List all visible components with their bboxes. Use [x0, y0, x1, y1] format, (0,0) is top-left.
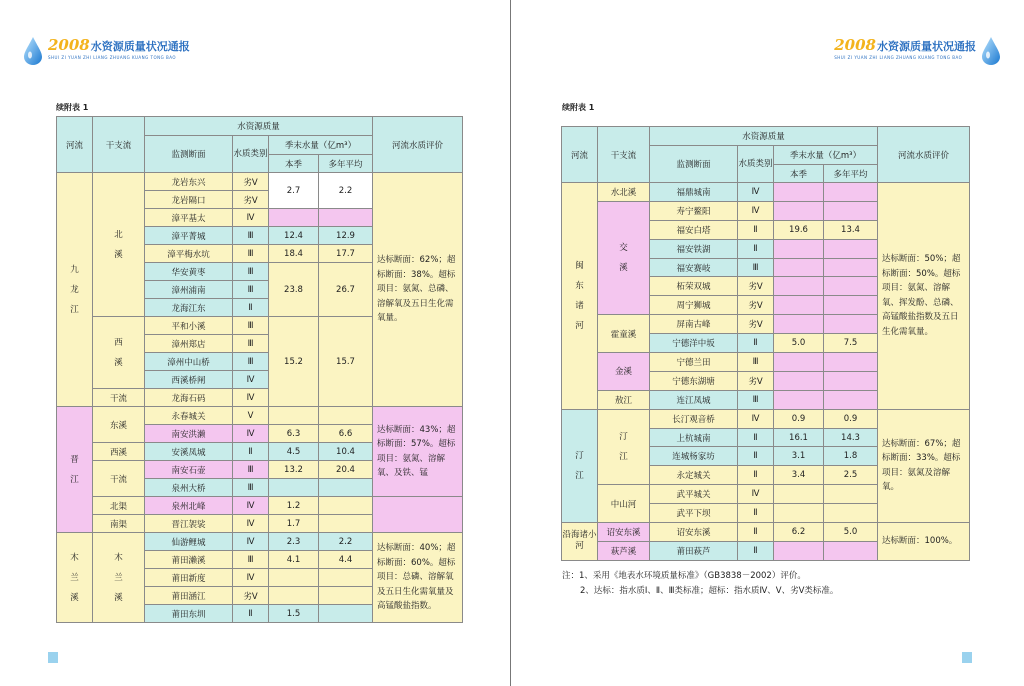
- section-name: 福安铁湖: [650, 239, 738, 258]
- section-name: 莆田濑溪: [145, 551, 233, 569]
- class-value: Ⅱ: [738, 334, 774, 353]
- flow-avg: 15.7: [319, 317, 373, 407]
- flow-avg: [319, 479, 373, 497]
- tributary-name: 萩芦溪: [598, 541, 650, 560]
- tributary-name: 金溪: [598, 353, 650, 391]
- header-class: 水质类别: [738, 146, 774, 183]
- flow-avg: [824, 504, 878, 523]
- report-title: 水资源质量状况通报: [90, 40, 190, 53]
- report-year: 2008: [834, 36, 876, 54]
- river-name: 晋 江: [57, 407, 93, 533]
- header-water-resource-quality: 水资源质量: [145, 117, 373, 136]
- flow-avg: 13.4: [824, 220, 878, 239]
- section-name: 莆田涵江: [145, 587, 233, 605]
- flow-avg: 0.9: [824, 409, 878, 428]
- flow-season: 18.4: [269, 245, 319, 263]
- header-class: 水质类别: [233, 136, 269, 173]
- flow-avg: [319, 515, 373, 533]
- flow-avg: [319, 587, 373, 605]
- header-tributary: 干支流: [598, 127, 650, 183]
- river-name: 九 龙 江: [57, 173, 93, 407]
- flow-season: [269, 209, 319, 227]
- tributary-name: 东溪: [93, 407, 145, 443]
- section-name: 西溪桥闸: [145, 371, 233, 389]
- class-value: Ⅱ: [738, 447, 774, 466]
- note-line: 注：1、采用《地表水环境质量标准》（GB3838－2002）评价。: [562, 571, 806, 581]
- page-number-tab: [48, 652, 58, 663]
- header-avg: 多年平均: [824, 165, 878, 183]
- flow-avg: 2.5: [824, 466, 878, 485]
- tributary-name: 西 溪: [93, 317, 145, 389]
- section-name: 武平下坝: [650, 504, 738, 523]
- water-quality-table: [561, 126, 970, 561]
- class-value: Ⅲ: [233, 263, 269, 281]
- flow-season: [774, 277, 824, 296]
- flow-season: [774, 353, 824, 372]
- class-value: Ⅲ: [233, 479, 269, 497]
- flow-season: 4.1: [269, 551, 319, 569]
- header-section: 监测断面: [145, 136, 233, 173]
- class-value: Ⅲ: [233, 353, 269, 371]
- flow-season: [774, 258, 824, 277]
- tributary-name: 木 兰 溪: [93, 533, 145, 623]
- flow-season: 3.4: [774, 466, 824, 485]
- flow-avg: [824, 277, 878, 296]
- tributary-name: 干流: [93, 389, 145, 407]
- class-value: Ⅳ: [233, 497, 269, 515]
- class-value: Ⅳ: [738, 183, 774, 202]
- water-quality-table: [56, 116, 463, 623]
- flow-avg: [319, 569, 373, 587]
- river-name: 闽 东 诸 河: [562, 183, 598, 410]
- flow-season: 4.5: [269, 443, 319, 461]
- class-value: Ⅳ: [233, 515, 269, 533]
- flow-avg: [824, 315, 878, 334]
- flow-season: 5.0: [774, 334, 824, 353]
- table-label: 续附表 1: [562, 103, 595, 112]
- evaluation-text: 达标断面：62%；超标断面：38%。超标项目：氨氮、总磷、溶解氧及五日生化需氧量。: [373, 173, 463, 407]
- flow-avg: 2.2: [319, 533, 373, 551]
- river-name: 沿海诸小河: [562, 523, 598, 561]
- section-name: 连江凤城: [650, 390, 738, 409]
- header-section: 监测断面: [650, 146, 738, 183]
- flow-season: 6.3: [269, 425, 319, 443]
- section-name: 宁德洋中坂: [650, 334, 738, 353]
- flow-avg: [824, 183, 878, 202]
- flow-avg: 10.4: [319, 443, 373, 461]
- table-notes: [562, 569, 838, 599]
- flow-season: [774, 315, 824, 334]
- flow-avg: 5.0: [824, 523, 878, 542]
- class-value: Ⅱ: [738, 504, 774, 523]
- section-name: 诏安东溪: [650, 523, 738, 542]
- water-drop-icon: [22, 36, 44, 66]
- section-name: 莆田东圳: [145, 605, 233, 623]
- report-logo: [830, 36, 1002, 66]
- class-value: 劣Ⅴ: [738, 315, 774, 334]
- report-subtitle: SHUI ZI YUAN ZHI LIANG ZHUANG KUANG TONG BAO: [48, 55, 177, 60]
- section-name: 漳州浦南: [145, 281, 233, 299]
- class-value: Ⅳ: [738, 201, 774, 220]
- section-name: 漳平梅水坑: [145, 245, 233, 263]
- flow-season: 1.7: [269, 515, 319, 533]
- tributary-name: 诏安东溪: [598, 523, 650, 542]
- flow-avg: [319, 497, 373, 515]
- flow-season: 19.6: [774, 220, 824, 239]
- flow-avg: 12.9: [319, 227, 373, 245]
- class-value: Ⅲ: [738, 353, 774, 372]
- section-name: 龙海江东: [145, 299, 233, 317]
- tributary-name: 北 溪: [93, 173, 145, 317]
- flow-season: [774, 296, 824, 315]
- class-value: Ⅲ: [738, 258, 774, 277]
- section-name: 南安石壶: [145, 461, 233, 479]
- section-name: 漳平菁城: [145, 227, 233, 245]
- class-value: Ⅱ: [233, 299, 269, 317]
- water-drop-icon: [980, 36, 1002, 66]
- flow-season: 15.2: [269, 317, 319, 407]
- section-name: 安溪凤城: [145, 443, 233, 461]
- flow-season: [774, 201, 824, 220]
- section-name: 龙岩东兴: [145, 173, 233, 191]
- section-name: 泉州大桥: [145, 479, 233, 497]
- section-name: 上杭城南: [650, 428, 738, 447]
- flow-avg: 2.2: [319, 173, 373, 209]
- evaluation-blank: [373, 497, 463, 533]
- section-name: 连城杨家坊: [650, 447, 738, 466]
- section-name: 福安白塔: [650, 220, 738, 239]
- flow-avg: 1.8: [824, 447, 878, 466]
- flow-avg: 26.7: [319, 263, 373, 317]
- section-name: 漳州郑店: [145, 335, 233, 353]
- class-value: Ⅳ: [738, 485, 774, 504]
- flow-avg: [824, 258, 878, 277]
- class-value: Ⅱ: [738, 541, 774, 560]
- tributary-name: 南渠: [93, 515, 145, 533]
- section-name: 龙海石码: [145, 389, 233, 407]
- class-value: Ⅱ: [738, 220, 774, 239]
- header-evaluation: 河流水质评价: [878, 127, 970, 183]
- table-label: 续附表 1: [56, 103, 89, 112]
- section-name: 武平城关: [650, 485, 738, 504]
- section-name: 平和小溪: [145, 317, 233, 335]
- class-value: Ⅱ: [738, 523, 774, 542]
- section-name: 漳州中山桥: [145, 353, 233, 371]
- section-name: 福安赛岐: [650, 258, 738, 277]
- flow-season: 1.5: [269, 605, 319, 623]
- flow-season: 13.2: [269, 461, 319, 479]
- flow-season: 3.1: [774, 447, 824, 466]
- flow-season: [774, 239, 824, 258]
- flow-avg: [824, 371, 878, 390]
- class-value: Ⅲ: [233, 461, 269, 479]
- class-value: 劣Ⅴ: [738, 296, 774, 315]
- flow-avg: [824, 541, 878, 560]
- flow-season: [269, 479, 319, 497]
- flow-season: [269, 569, 319, 587]
- class-value: Ⅳ: [738, 409, 774, 428]
- section-name: 漳平基太: [145, 209, 233, 227]
- class-value: 劣Ⅴ: [233, 587, 269, 605]
- class-value: Ⅳ: [233, 209, 269, 227]
- section-name: 南安洪濑: [145, 425, 233, 443]
- tributary-name: 汀 江: [598, 409, 650, 485]
- header-season: 本季: [774, 165, 824, 183]
- section-name: 宁德东湖塘: [650, 371, 738, 390]
- section-name: 柘荣双城: [650, 277, 738, 296]
- class-value: Ⅲ: [233, 227, 269, 245]
- class-value: Ⅳ: [233, 533, 269, 551]
- flow-season: 23.8: [269, 263, 319, 317]
- class-value: Ⅳ: [233, 389, 269, 407]
- section-name: 永春城关: [145, 407, 233, 425]
- flow-avg: 4.4: [319, 551, 373, 569]
- flow-avg: 7.5: [824, 334, 878, 353]
- class-value: Ⅱ: [738, 466, 774, 485]
- tributary-name: 敖江: [598, 390, 650, 409]
- section-name: 宁德兰田: [650, 353, 738, 372]
- class-value: Ⅴ: [233, 407, 269, 425]
- flow-season: [269, 407, 319, 425]
- class-value: 劣Ⅴ: [738, 277, 774, 296]
- evaluation-text: 达标断面：50%；超标断面：50%。超标项目：氨氮、溶解氧、挥发酚、总磷、高锰酸盐指数及五日生化需氧量。: [878, 183, 970, 410]
- section-name: 仙游鲤城: [145, 533, 233, 551]
- class-value: Ⅱ: [233, 443, 269, 461]
- section-name: 莆田新度: [145, 569, 233, 587]
- flow-season: 12.4: [269, 227, 319, 245]
- flow-avg: [824, 485, 878, 504]
- flow-avg: [319, 605, 373, 623]
- class-value: Ⅱ: [738, 428, 774, 447]
- page-number-tab: [962, 652, 972, 663]
- flow-season: 2.7: [269, 173, 319, 209]
- evaluation-text: 达标断面：43%；超标断面：57%。超标项目：氨氮、溶解氧、及铁、锰: [373, 407, 463, 497]
- flow-avg: [824, 353, 878, 372]
- flow-season: 6.2: [774, 523, 824, 542]
- evaluation-text: 达标断面：67%；超标断面：33%。超标项目：氨氮及溶解氧。: [878, 409, 970, 522]
- header-river: 河流: [562, 127, 598, 183]
- header-flow: 季末水量（亿m³）: [774, 146, 878, 165]
- report-subtitle: SHUI ZI YUAN ZHI LIANG ZHUANG KUANG TONG BAO: [834, 55, 963, 60]
- flow-avg: [824, 390, 878, 409]
- section-name: 泉州北峰: [145, 497, 233, 515]
- flow-season: [774, 504, 824, 523]
- tributary-name: 交 溪: [598, 201, 650, 314]
- class-value: Ⅳ: [233, 425, 269, 443]
- header-evaluation: 河流水质评价: [373, 117, 463, 173]
- flow-season: [774, 390, 824, 409]
- flow-avg: [824, 239, 878, 258]
- tributary-name: 中山河: [598, 485, 650, 523]
- flow-season: [774, 485, 824, 504]
- class-value: 劣Ⅴ: [738, 371, 774, 390]
- report-year: 2008: [48, 36, 90, 54]
- river-name: 木 兰 溪: [57, 533, 93, 623]
- tributary-name: 北渠: [93, 497, 145, 515]
- section-name: 莆田萩芦: [650, 541, 738, 560]
- evaluation-text: 达标断面：100%。: [878, 523, 970, 561]
- left-page: [0, 0, 511, 686]
- header-river: 河流: [57, 117, 93, 173]
- class-value: Ⅲ: [233, 245, 269, 263]
- flow-avg: 14.3: [824, 428, 878, 447]
- river-name: 汀 江: [562, 409, 598, 522]
- class-value: Ⅲ: [233, 317, 269, 335]
- flow-avg: 20.4: [319, 461, 373, 479]
- header-season: 本季: [269, 155, 319, 173]
- report-title: 水资源质量状况通报: [877, 40, 976, 53]
- class-value: 劣Ⅴ: [233, 191, 269, 209]
- class-value: Ⅱ: [738, 239, 774, 258]
- class-value: Ⅳ: [233, 371, 269, 389]
- section-name: 华安黄枣: [145, 263, 233, 281]
- section-name: 周宁狮城: [650, 296, 738, 315]
- evaluation-text: 达标断面：40%；超标断面：60%。超标项目：总磷、溶解氧及五日生化需氧量及高锰酸盐指数。: [373, 533, 463, 623]
- section-name: 福鼎城南: [650, 183, 738, 202]
- section-name: 龙岩隔口: [145, 191, 233, 209]
- class-value: 劣Ⅴ: [233, 173, 269, 191]
- flow-avg: [319, 407, 373, 425]
- flow-season: 0.9: [774, 409, 824, 428]
- tributary-name: 霍童溪: [598, 315, 650, 353]
- class-value: Ⅲ: [738, 390, 774, 409]
- flow-avg: [824, 296, 878, 315]
- flow-avg: [824, 201, 878, 220]
- tributary-name: 干流: [93, 461, 145, 497]
- class-value: Ⅲ: [233, 335, 269, 353]
- section-name: 永定城关: [650, 466, 738, 485]
- flow-season: [774, 371, 824, 390]
- flow-avg: 6.6: [319, 425, 373, 443]
- flow-avg: 17.7: [319, 245, 373, 263]
- header-water-resource-quality: 水资源质量: [650, 127, 878, 146]
- section-name: 长汀观音桥: [650, 409, 738, 428]
- class-value: Ⅱ: [233, 605, 269, 623]
- tributary-name: 西溪: [93, 443, 145, 461]
- flow-season: [774, 183, 824, 202]
- note-line: 2、达标：指水质Ⅰ、Ⅱ、Ⅲ类标准；超标：指水质Ⅳ、Ⅴ、劣Ⅴ类标准。: [580, 586, 839, 596]
- header-tributary: 干支流: [93, 117, 145, 173]
- flow-season: 2.3: [269, 533, 319, 551]
- class-value: Ⅲ: [233, 551, 269, 569]
- section-name: 寿宁鳌阳: [650, 201, 738, 220]
- flow-season: [269, 587, 319, 605]
- class-value: Ⅳ: [233, 569, 269, 587]
- flow-avg: [319, 209, 373, 227]
- header-flow: 季末水量（亿m³）: [269, 136, 373, 155]
- flow-season: 16.1: [774, 428, 824, 447]
- tributary-name: 水北溪: [598, 183, 650, 202]
- report-logo: [22, 36, 194, 66]
- flow-season: [774, 541, 824, 560]
- section-name: 屏南古峰: [650, 315, 738, 334]
- class-value: Ⅲ: [233, 281, 269, 299]
- flow-season: 1.2: [269, 497, 319, 515]
- header-avg: 多年平均: [319, 155, 373, 173]
- section-name: 晋江袈裟: [145, 515, 233, 533]
